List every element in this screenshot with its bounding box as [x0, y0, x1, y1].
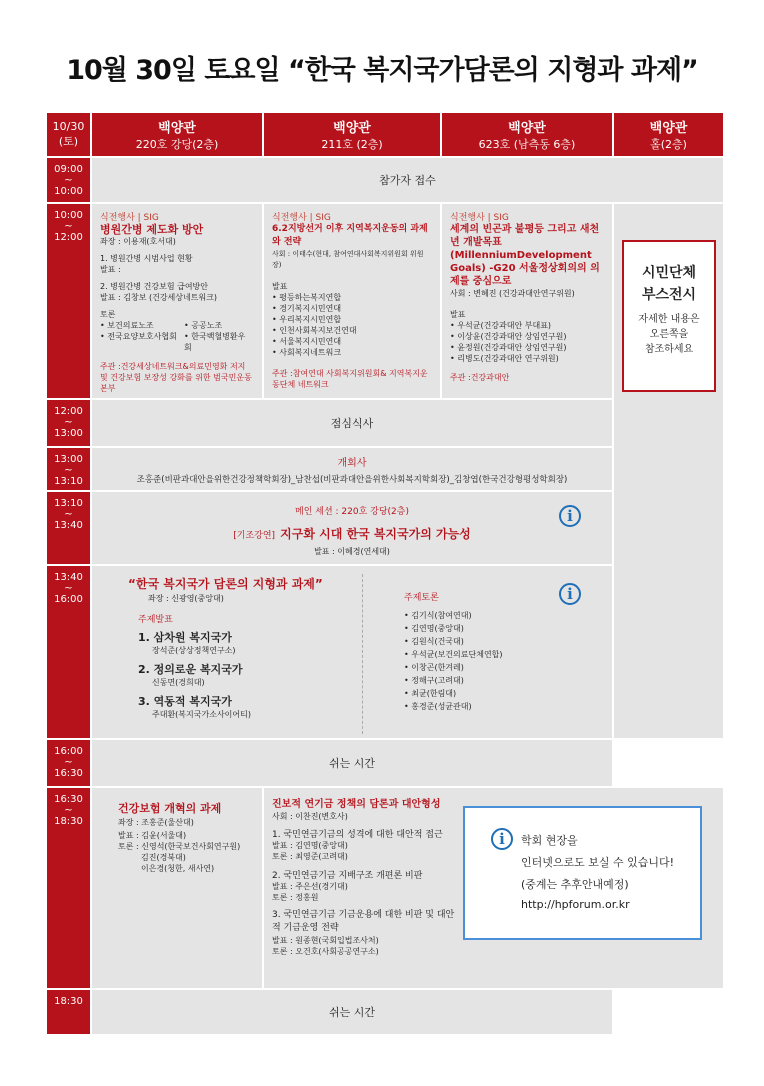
registration-label: 참가자 접수 — [379, 174, 436, 187]
time-cell: 13:00 ~ 13:10 — [47, 448, 90, 490]
break-label: 쉬는 시간 — [328, 757, 375, 770]
presenters-label: 발표 — [450, 310, 466, 319]
time-from: 18:30 — [54, 996, 83, 1007]
time-from: 10:00 — [54, 210, 83, 221]
info-icon: i — [559, 583, 581, 605]
venue-building: 백양관 — [333, 121, 371, 136]
lunch-label: 점심식사 — [330, 417, 374, 430]
presenters-label: 발표 — [272, 282, 288, 291]
time-cell: 16:00 ~ 16:30 — [47, 740, 90, 786]
time-cell: 09:00 ~ 10:00 — [47, 158, 90, 202]
pension-session — [272, 798, 457, 957]
session-tag: 식전행사 | SIG — [272, 213, 331, 223]
session-chair: 좌장 : 이용재(호서대) — [100, 237, 176, 246]
venue-room: 홀(2층) — [650, 138, 687, 151]
discussant: • 정해구(고려대) — [404, 674, 564, 687]
notice-text: 인터넷으로도 보실 수 있습니다! — [521, 856, 675, 869]
pension-item-line: 토론 : 정홍원 — [272, 893, 319, 902]
break-row — [92, 740, 612, 786]
session-host: 주관 :건강과대안 — [450, 373, 510, 382]
keynote-title: 지구화 시대 한국 복지국가의 가능성 — [280, 527, 471, 541]
session-line: 1. 병원간병 시범사업 현황 — [100, 254, 193, 263]
main-chair: 좌장 : 신광영(중앙대) — [148, 594, 224, 603]
time-from: 09:00 — [54, 164, 83, 175]
opening-title: 개회사 — [337, 458, 367, 469]
presentation-title: 3. 역동적 복지국가 — [138, 695, 232, 708]
panelist: • 공공노조 — [184, 321, 223, 330]
sig-session-1 — [92, 204, 262, 398]
presenter: • 이상윤(건강과대안 상임연구원) — [450, 331, 604, 342]
booth-note: 오른쪽을 — [649, 329, 689, 340]
time-cell: 13:40 ~ 16:00 — [47, 566, 90, 738]
session-tag: 식전행사 | SIG — [100, 213, 159, 223]
session-chair: 사회 : 변혜진 (건강과대안연구위원) — [450, 289, 575, 298]
main-session-right — [404, 590, 564, 713]
page-title: 10월 30일 토요일 “한국 복지국가담론의 지형과 과제” — [66, 55, 698, 86]
sig-session-2 — [264, 204, 440, 398]
presentation-title: 1. 삼차원 복지국가 — [138, 631, 232, 644]
panelist: • 보건의료노조 — [100, 321, 154, 330]
session-title: 건강보험 개혁의 과제 — [118, 802, 222, 815]
presenter: • 윤정원(건강과대안 상임연구원) — [450, 342, 604, 353]
session-line: 2. 병원간병 건강보험 급여방안 — [100, 282, 208, 291]
time-from: 16:00 — [54, 746, 83, 757]
time-from: 13:00 — [54, 454, 83, 465]
venue-room: 211호 (2층) — [321, 138, 383, 151]
session-tag: 식전행사 | SIG — [450, 213, 509, 223]
pension-item-line: 발표 : 원종현(국회입법조사처) — [272, 936, 379, 945]
main-session-left — [128, 578, 378, 720]
presenter: • 사회복지네트워크 — [272, 347, 432, 358]
session-chair: 사회 : 이찬진(변호사) — [272, 812, 348, 821]
opening-speakers: 조홍준(비판과대안을위한건강정책학회장)_남찬섭(비판과대안을위한사회복지학회장)_김창엽(한국건강형평성학회장) — [136, 475, 568, 485]
discussant: • 우석균(보건의료단체연합) — [404, 648, 564, 661]
booth-box — [622, 240, 716, 392]
time-cell: 13:10 ~ 13:40 — [47, 492, 90, 564]
info-icon: i — [559, 505, 581, 527]
panelist: 김진(경북대) — [141, 853, 186, 862]
time-cell: 10:00 ~ 12:00 — [47, 204, 90, 398]
discussant: • 김연명(중앙대) — [404, 622, 564, 635]
pension-item-title: 3. 국민연금기금 기금운용에 대한 비판 및 대안적 기금운영 전략 — [272, 910, 455, 933]
notice-text: 학회 현장을 — [521, 834, 578, 847]
session-line: 발표 : 김창보 (건강세상네트워크) — [100, 293, 218, 302]
venue-building: 백양관 — [649, 121, 688, 136]
session-chair: 사회 : 이태수(현대, 참여연대사회복지위원회 위원장) — [272, 250, 424, 269]
presenter: • 평등하는복지연합 — [272, 292, 432, 303]
session-host: 주관 :건강세상네트워크&의료민영화 저지 및 건강보험 보장성 강화를 위한 범국민운동본부 — [100, 362, 252, 393]
notice-text: (중계는 추후안내예정) — [521, 878, 629, 891]
session-line: 토론 — [100, 310, 116, 319]
time-cell — [47, 990, 90, 1034]
discussant: • 이창곤(한겨레) — [404, 661, 564, 674]
presenter: • 우석균(건강과대안 부대표) — [450, 320, 604, 331]
opening-row — [92, 448, 612, 490]
venue-header-3 — [442, 113, 612, 156]
venue-room: 623호 (남측동 6층) — [478, 138, 576, 151]
discussant: • 김기식(참여연대) — [404, 609, 564, 622]
notice-link[interactable]: http://hpforum.or.kr — [521, 898, 630, 911]
pension-item-line: 발표 : 김연명(중앙대) — [272, 841, 348, 850]
pension-item-line: 발표 : 주은선(경기대) — [272, 882, 348, 891]
presentation-title: 2. 정의로운 복지국가 — [138, 663, 243, 676]
booth-title: 부스전시 — [641, 287, 697, 303]
panelist: 이은경(청한, 새사연) — [141, 864, 215, 873]
keynote-prefix: [기조강연] — [233, 531, 276, 541]
session-line: 발표 : — [100, 265, 121, 274]
session-host: 주관 :참여연대 사회복지위원회& 지역복지운동단체 네트워크 — [272, 369, 428, 389]
discussant: • 김원식(건국대) — [404, 635, 564, 648]
lunch-row — [92, 400, 612, 446]
discussion-label: 주제토론 — [404, 593, 439, 603]
venue-header-2 — [264, 113, 440, 156]
notice-box — [463, 806, 702, 940]
time-to: 18:30 — [54, 816, 83, 827]
time-from: 12:00 — [54, 406, 83, 417]
date: 10/30 — [52, 120, 85, 133]
time-to: 16:30 — [54, 768, 83, 779]
venue-room: 220호 강당(2층) — [135, 138, 219, 151]
pension-item-line: 토론 : 최영준(고려대) — [272, 852, 348, 861]
session-title: 병원간병 제도화 방안 — [100, 223, 204, 236]
panelist: 토론 : 신영석(한국보건사회연구원) — [118, 842, 241, 851]
break-row-2 — [92, 990, 612, 1034]
session-title: 진보적 연기금 정책의 담론과 대안형성 — [272, 799, 441, 810]
info-icon: i — [491, 828, 513, 850]
day: (토) — [58, 135, 79, 148]
pension-item-title: 2. 국민연금기금 지배구조 개편론 비판 — [272, 871, 423, 881]
pension-item-line: 토론 : 오건호(사회공공연구소) — [272, 947, 379, 956]
main-divider — [362, 574, 363, 734]
keynote-session: 메인 세션 : 220호 강당(2층) — [295, 507, 409, 517]
registration-row — [92, 158, 723, 202]
booth-note: 자세한 내용은 — [638, 314, 700, 325]
health-session — [92, 788, 262, 988]
panelist: • 전국요양보호사협회 — [100, 332, 177, 341]
sig-session-3 — [442, 204, 612, 398]
discussant: • 최균(한림대) — [404, 687, 564, 700]
time-to: 13:40 — [54, 520, 83, 531]
presenter: • 우리복지시민연합 — [272, 314, 432, 325]
session-chair: 좌장 : 조홍준(울산대) — [118, 818, 194, 827]
presenter: • 인천사회복지보건연대 — [272, 325, 432, 336]
booth-note: 참조하세요 — [644, 344, 694, 355]
keynote-row — [92, 492, 612, 564]
session-title: 세계의 빈곤과 불평등 그리고 새천년 개발목표 (MillenniumDevelopment Goals) -G20 서울정상회의의 의제를 중심으로 — [450, 224, 600, 287]
session-title: 6.2지방선거 이후 지역복지운동의 과제와 전략 — [272, 224, 428, 247]
discussant: • 홍경준(성균관대) — [404, 700, 564, 713]
time-to: 13:10 — [54, 476, 83, 487]
keynote-presenter: 발표 : 이혜경(연세대) — [314, 547, 390, 556]
venue-header-4 — [614, 113, 723, 156]
panelist: • 한국백혈병환우회 — [184, 332, 246, 352]
time-from: 16:30 — [54, 794, 83, 805]
venue-building: 백양관 — [508, 121, 546, 136]
booth-title: 시민단체 — [641, 265, 697, 281]
presenter: • 서울복지시민연대 — [272, 336, 432, 347]
time-from: 13:10 — [54, 498, 83, 509]
time-to: 13:00 — [54, 428, 83, 439]
venue-header-1 — [92, 113, 262, 156]
presenter: • 리병도(건강과대안 연구위원) — [450, 353, 604, 364]
break-label: 쉬는 시간 — [328, 1006, 375, 1019]
presentation-presenter: 주대환(복지국가소사이어티) — [152, 710, 251, 719]
presentation-presenter: 신동면(경희대) — [152, 678, 205, 687]
time-to: 16:00 — [54, 594, 83, 605]
time-cell: 12:00 ~ 13:00 — [47, 400, 90, 446]
presentation-presenter: 장석준(상상정책연구소) — [152, 646, 236, 655]
presentations-label: 주제발표 — [138, 615, 173, 625]
main-title: “한국 복지국가 담론의 지형과 과제” — [128, 577, 323, 591]
time-to: 10:00 — [54, 186, 83, 197]
time-from: 13:40 — [54, 572, 83, 583]
presenter: • 경기복지시민연대 — [272, 303, 432, 314]
time-cell: 16:30 ~ 18:30 — [47, 788, 90, 988]
time-to: 12:00 — [54, 232, 83, 243]
venue-building: 백양관 — [158, 121, 196, 136]
session-presenter: 발표 : 김윤(서울대) — [118, 831, 187, 840]
pension-item-title: 1. 국민연금기금의 성격에 대한 대안적 접근 — [272, 830, 443, 840]
date-cell — [47, 113, 90, 156]
